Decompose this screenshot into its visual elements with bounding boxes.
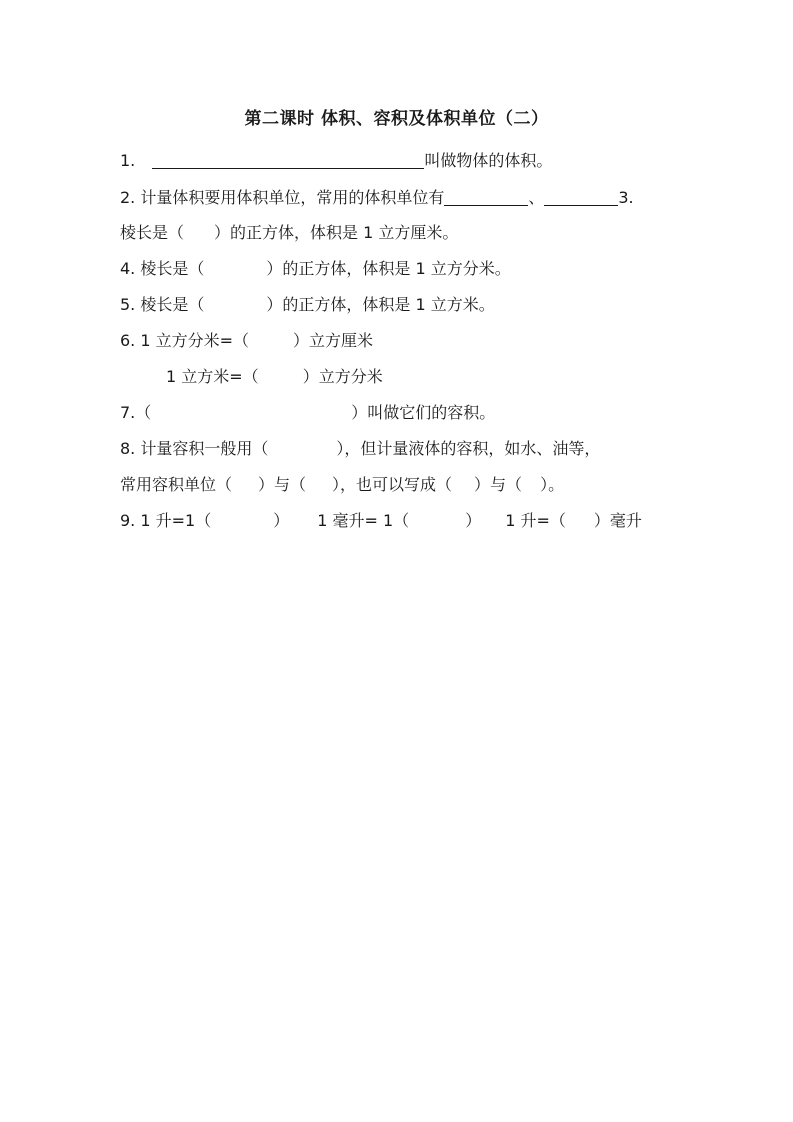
q8-text-c1: 常用容积单位（ xyxy=(120,475,233,494)
q7-text-a: 7.（ xyxy=(120,403,152,422)
q2-blank-1[interactable] xyxy=(444,189,528,206)
question-7 xyxy=(120,402,495,424)
q8-text-c4: ）与（ xyxy=(474,475,523,494)
q4-text-a: 4. 棱长是（ xyxy=(120,259,205,278)
question-5 xyxy=(120,294,495,316)
q6-text-b: ）立方厘米 xyxy=(293,331,374,350)
question-3 xyxy=(120,222,458,244)
q9-text-f: ）毫升 xyxy=(593,511,642,530)
q2-text: 2. 计量体积要用体积单位，常用的体积单位有 xyxy=(120,188,445,207)
q1-text: 叫做物体的体积。 xyxy=(424,151,553,170)
q1-number: 1. xyxy=(120,151,136,170)
q1-answer-blank[interactable] xyxy=(152,152,424,169)
question-6-line-1 xyxy=(120,330,373,352)
q5-text-a: 5. 棱长是（ xyxy=(120,295,205,314)
question-8-line-1 xyxy=(120,438,600,460)
q3-text-b: ）的正方体，体积是 1 立方厘米。 xyxy=(214,223,459,242)
q9-text-a: 9. 1 升=1（ xyxy=(120,511,212,530)
q6-text-c: 1 立方米=（ xyxy=(166,367,259,386)
q2-sep: 、 xyxy=(528,188,545,207)
q4-text-b: ）的正方体，体积是 1 立方分米。 xyxy=(266,259,511,278)
q9-text-d: ） xyxy=(465,511,482,530)
q7-text-b: ）叫做它们的容积。 xyxy=(351,403,496,422)
q6-text-a: 6. 1 立方分米=（ xyxy=(120,331,250,350)
question-6-line-2 xyxy=(166,366,383,388)
question-9 xyxy=(120,510,642,532)
page-title: 第二课时 体积、容积及体积单位（二） xyxy=(244,109,549,129)
q3-text-a: 棱长是（ xyxy=(120,223,185,242)
q9-text-b: ） xyxy=(273,511,290,530)
q5-text-b: ）的正方体，体积是 1 立方米。 xyxy=(266,295,495,314)
question-8-line-2 xyxy=(120,474,564,496)
q8-text-c5: ）。 xyxy=(540,475,565,494)
q2-tail: 3. xyxy=(618,188,634,207)
q9-text-e: 1 升=（ xyxy=(505,511,566,530)
q8-text-b: ），但计量液体的容积，如水、油等， xyxy=(336,439,601,458)
q8-text-c3: ），也可以写成（ xyxy=(332,475,453,494)
question-4 xyxy=(120,258,511,280)
question-1 xyxy=(120,150,552,172)
question-2 xyxy=(120,187,634,209)
q8-text-c2: ）与（ xyxy=(258,475,307,494)
q2-blank-2[interactable] xyxy=(544,189,618,206)
q6-text-d: ）立方分米 xyxy=(302,367,383,386)
q8-text-a: 8. 计量容积一般用（ xyxy=(120,439,269,458)
q9-text-c: 1 毫升= 1（ xyxy=(317,511,410,530)
